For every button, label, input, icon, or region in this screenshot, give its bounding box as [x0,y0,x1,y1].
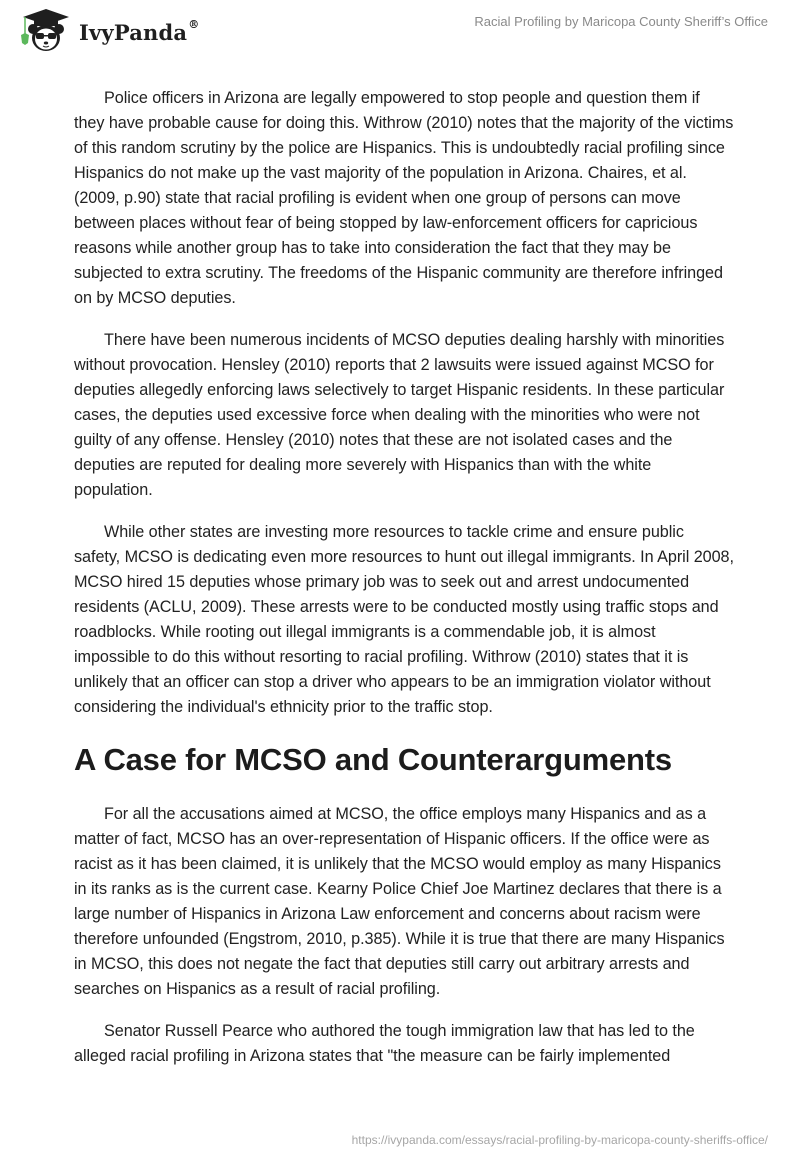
page-header [0,0,800,60]
essay-body [74,86,734,1086]
paragraph: Police officers in Arizona are legally empowered to stop people and question them if they have probable cause for doing this. Withrow (2010) notes that the majority of the victims of this random scrutiny by the police are Hispanics. This is undoubtedly racial profiling since Hispanics do not make up the vast majority of the population in Arizona. Chaires, et al. (2009, p.90) state that racial profiling is evident when one group of persons can move between places without fear of being stopped by law-enforcement officers for capricious reasons while another group has to take into consideration the fact that they may be subjected to extra scrutiny. The freedoms of the Hispanic community are therefore infringed on by MCSO deputies. [74,89,734,307]
paragraph: There have been numerous incidents of MCSO deputies dealing harshly with minorities without provocation. Hensley (2010) reports that 2 lawsuits were issued against MCSO for deputies allegedly enforcing laws selectively to target Hispanic residents. In these particular cases, the deputies used excessive force when dealing with the minorities who were not guilty of any offense. Hensley (2010) notes that these are not isolated cases and the deputies are reputed for dealing more severely with Hispanics than with the white population. [74,331,725,499]
paragraph: For all the accusations aimed at MCSO, the office employs many Hispanics and as a matter of fact, MCSO has an over-representation of Hispanic officers. If the office were as racist as it has been claimed, it is unlikely that the MCSO would employ as many Hispanics in its ranks as is the current case. Kearny Police Chief Joe Martinez declares that there is a large number of Hispanics in Arizona Law enforcement and concerns about racism were therefore unfounded (Engstrom, 2010, p.385). While it is true that there are many Hispanics in MCSO, this does not negate the fact that deputies still carry out arbitrary arrests and searches on Hispanics as a result of racial profiling. [74,805,725,998]
panda-graduate-icon [17,7,75,53]
section-heading: A Case for MCSO and Counterarguments [74,742,672,777]
paragraph: While other states are investing more resources to tackle crime and ensure public safety, MCSO is dedicating even more resources to hunt out illegal immigrants. In April 2008, MCSO hired 15 deputies whose primary job was to seek out and arrest undocumented residents (ACLU, 2009). These arrests were to be conducted mostly using traffic stops and roadblocks. While rooting out illegal immigrants is a commendable job, it is almost impossible to do this without resorting to racial profiling. Withrow (2010) states that it is unlikely that an officer can stop a driver who appears to be an immigration violator without considering the individual's ethnicity prior to the traffic stop. [74,523,734,716]
ivypanda-logo[interactable] [17,7,199,53]
registered-mark: ® [188,17,200,31]
paragraph: Senator Russell Pearce who authored the tough immigration law that has led to the alleged racial profiling in Arizona states that "the measure can be fairly implemented [74,1022,695,1065]
document-title: Racial Profiling by Maricopa County Sheriff’s Office [474,14,768,29]
source-url[interactable]: https://ivypanda.com/essays/racial-profiling-by-maricopa-county-sheriffs-office/ [351,1133,768,1147]
brand-name: IvyPanda® [79,17,200,45]
